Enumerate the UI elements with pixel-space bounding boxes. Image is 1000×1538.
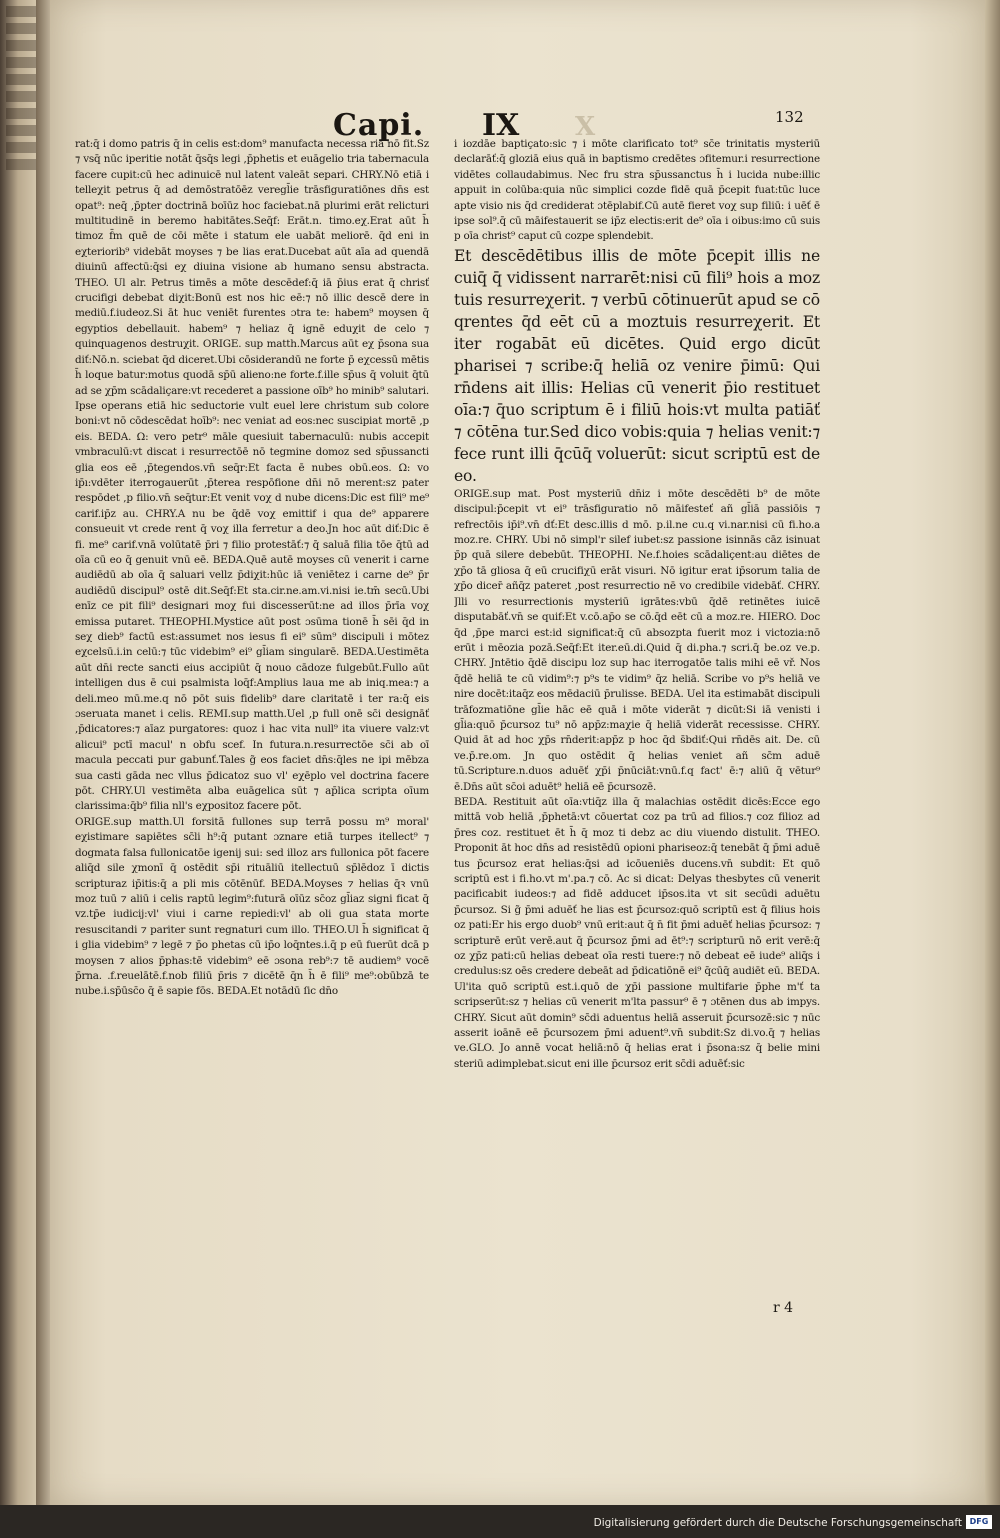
left-text-column [75,137,429,1247]
commentary-paragraph: ORIGE.sup matth.Ul forsitā fullones sup terrā possu m⁹ moral' eχistimare sapiētes sc̄li h⁹:q̄ putant ɔznare etiā turpes itellect⁹ ⁊ dogmata falsa fullonicatōe igenij sui: sed illoz ars fullonica pōt facere aliq̄d sile χmonī q̄ ostēdit sp̄i rituāliū itellectuū sp̄lēdoz ī dictis scripturaz ip̄itis:q̄ a pli mis cōtēnūf. BEDA.Moyses ⁊ helias q̄ꝛ vnū moz tuū ⁊ aliū i celis raptū legim⁹:futurā oīūz sc̄oz gl̄iaz signi ficat q̄ vz.tp̄e iudicij:vl' viui i carne repiedi:vl' ab oli gua stata morte resuscitandi ⁊ pariter sunt regnaturi cum illo. THEO.Ul h̄ significat q̄ i glia videbim⁹ ⁊ legē ⁊ p̄o phetas cū ip̄o loq̄ntes.i.q̄ p eū fuerūt dcā p moysen ⁊ alios p̄phas:tē videbim⁹ eē ɔsona reb⁹:⁊ tē audiem⁹ vocē p̄rna. .f.reuelātē.f.nob filiū p̄ris ⁊ dicētē q̄n h̄ ē fili⁹ me⁹:obūbzā te nube.i.sp̄ūsc̄o q̄ ē sapie fōs. BEDA.Et notādū ſic dn̄o [75,815,429,998]
digitization-footer [0,1505,1000,1538]
right-text-column [454,137,820,1257]
facing-page-text-fragment [6,142,36,153]
gospel-text: Et descēdētibus illis de mōte p̄cepit illis ne cuiq̄ q̄ vidissent narrarēt:nisi cū fili⁹ hois a moz tuis resurreχerit. ⁊ verbū cōtinuerūt apud se cō qrentes q̄d eēt cū a moztuis resurreχerit. Et iter rogabāt eū dicētes. Quid ergo dicūt pharisei ⁊ scribe:q̄ heliā oz venire p̄imū: Qui rn̄dens ait illis: Helias cū venerit p̄io restituet oīa:⁊ q̄uo scriptum ē i filiū hois:vt multa patiāť ⁊ cōtēna tur.Sed dico vobis:quia ⁊ helias venit:⁊ fece runt illi q̄cūq̄ voluerūt: sicut scriptū est de eo. [454,246,820,485]
facing-page-text-fragment [6,159,36,170]
facing-page-text-fragment [6,57,36,68]
show-through-text: X [575,112,596,142]
commentary-paragraph: BEDA. Restituit aūt oīa:vtiq̄z illa q̄ malachias ostēdit dicēs:Ecce ego mittā vob heliā ,p̄phetā:vt cōuertat coz pa trū ad filios.⁊ coz filioz ad p̄res coz. restituet ēt h̄ q̄ moz ti debz ac diu viuendo distulit. THEO. Proponit āt hoc dn̄s ad resistēdū opioni phariseoz:q̄ tenebāt q̄ p̄mi aduē tus p̄cursoz erat helias:q̄si ad icōueniēs ducens.vn̄ subdit: Et quō scriptū est i fi.ho.vt m'.pa.⁊ cō. Ac si dicat: Delyas thesbytes cū venerit pacificabit iudeos:⁊ ad fidē adducet ip̄sos.ita vt sit secūdi aduētu p̄cursoz. Si g̃ p̄mi aduēť he lias est p̄cursoz:quō scriptū est q̄ filius hois oz pati:Er his ergo duob⁹ vnū erit:aut q̄ n̄ fit p̄mi aduēť helias p̄cursoz: ⁊ scripturē erūt verē.aut q̄ p̄cursoz p̄mi ad ēt⁹:⁊ scripturū nō erit verē:q̄ oz χp̄z pati:cū helias debeat oīa resti tuere:⁊ nō debeat eē iude⁹ aliq̄s i credulus:sz oēs credere debeāt ad p̄dicatiōnē ei⁹ q̄cūq̄ audiēt eū. BEDA. Ul'ita quō scriptū est.i.quō de χp̄i passione multifarie p̄phe m'ť ta scripserūt:sz ⁊ helias cū venerit m'lta passur⁹ ē ⁊ ɔtēnen dus ab impys. CHRY. Sicut aūt domin⁹ sc̄di aduentus heliā asseruit p̄cursozē:sic ⁊ nūc asserit ioānē eē p̄cursozem p̄mi aduent⁹.vn̄ subdit:Sz di.vo.q̄ ⁊ helias ve.GLO. Jo annē vocat heliā:nō q̄ helias erat i p̄sona:sz q̄ belie mini steriū adimplebat.sicut eni ille p̄cursoz erit sc̄di aduēť:sic [454,795,820,1070]
facing-page-text-fragment [6,6,36,17]
facing-page-edge [0,0,40,1538]
running-head-number: IX [482,108,520,143]
facing-page-text-fragment [6,125,36,136]
commentary-paragraph: i iozdāe baptiçato:sic ⁊ i mōte clarificato tot⁹ sc̄e trinitatis mysteriū declarāť:q̄ gloziā eius quā in baptismo credētes ɔfitemur.i resurrectione vidētes collaudabimus. Nec fru stra sp̄ussanctus h̄ i lucida nube:illic appuit in colūba:quia nūc simplici cozde fidē quā p̄cepit fuat:tūc luce apte visio nis q̄d crediderat ɔtēplabif.Cū autē fieret voχ sup filiū: i uēť ē ipse sol⁹.q̄ cū māifestauerit se ip̄z electis:erit de⁹ oīa i oibus:imo cū suis p oīa christ⁹ caput cū cozpe splendebit. [454,138,820,243]
folio-number: 132 [775,108,804,126]
facing-page-text-fragment [6,23,36,34]
book-page [50,0,985,1505]
facing-page-text-fragment [6,91,36,102]
commentary-paragraph: ORIGE.sup mat. Post mysteriū dn̄iz i mōte descēdēti b⁹ de mōte discipul:p̄cepit vt ei⁹ trāsfiguratio nō māifesteť añ gl̄iā passiōis ⁊ refrectōis ip̄i⁹.vn̄ dť:Et desc.illis d mō. p.il.ne cu.q vi.nar.nisi cū fi.ho.a moz.re. CHRY. Ubi nō simpl'r silef iubet:sz passione isinnās cāz isinuat p̄p quā silere debebūt. THEOPHI. Ne.f.hoies scādaliçent:au diētes de χp̄o tā gliosa q̄ eū crucifiχū erāt visuri. Nō igitur erat ip̄sorum talia de χp̄o dicer̄ añq̄z pateret ,post resurrectio nē vo credibile videbāť. CHRY. Jlli vo resurrectionis mysteriū igrātes:vbū q̄dē retinētes iuicē disputabāť.vn̄ se quif:Et v.cō.ap̄o se cō.q̄d eēt cū a moz.re. HIERO. Doc q̄d ,p̄pe marci est:id significat:q̄ cū absozpta fuerit moz i victozia:nō erūt i mēozia pozā.Seq̄f:Et iter.eū.di.Quid q̄ di.pha.⁊ scri.q̄ be.oz ve.p. CHRY. Jntētio q̄dē discipu loz sup hac iterrogatōe talis mihi eē vř. Nos q̄dē heliā te cū vidim⁹:⁊ p⁹s te vidim⁹ q̄z heliā. Scribe vo p⁹s heliā ve nire docēt:itaq̄z eos mēdaciū p̄rulisse. BEDA. Uel ita estimabāt discipuli trāfozmatiōne gl̄ie hāc eē quā i mōte viderāt ⁊ dicūt:Si iā venisti i gl̄ia:quō p̄cursoz tu⁹ nō app̄z:maχie q̄ heliā viderāt recessisse. CHRY. Quid āt ad hoc χp̄s rn̄derit:app̄z p hoc q̄d s̄bdiť:Qui rn̄dēs ait. De. cū ve.p̄.re.om. Jn quo ostēdit q̄ helias veniet añ sc̄m aduē tū.Scripture.n.duos aduēť χp̄i p̄nūciāt:vnū.f.q fact' ē:⁊ aliū q̄ vētur⁹ ē.Dn̄s aūt sc̄oi aduēt⁹ heliā eē p̄cursozē. [454,487,820,793]
running-head-chapter: Capi. [333,108,425,143]
signature-mark: r 4 [773,1300,794,1316]
commentary-paragraph: rat:q̄ i domo patris q̄ in celis est:dom⁹ manufacta necessa ria nō fit.Sz ⁊ vsq̄ nūc iperitie notāt q̄sq̄s legi ,p̄phetis et euāgelio tria tabernacula facere cupit:cū hec adinuicē nul latent valeāt separi. CHRY.Nō etiā i telleχit petrus q̄ ad demōstratōēz veregl̄ie trāsfiguratiōnes dn̄s est opat⁹: neq̄ ,p̄pter doctrinā boīūz hoc faciebat.nā plurimi erāt relicturi multitudinē in beremo habitātes.Seq̄f: Erāt.n. timo.eχ.Erat aūt h̄ timoz f̄m quē de cōi mēte i statum ele uabāt meliorē. q̄d eni in eχteriorib⁹ videbāt moyses ⁊ be lias erat.Ducebat aūt aīa ad quendā diuinū affectū:q̄si eχ diuina visione ab humano sensu abstracta. THEO. Ul alr. Petrus timēs a mōte descēdef:q̄ iā p̄ius erat q̄ chrisť crucifigi debebat diχit:Bonū est nos hic eē:⁊ nō illic descē dere in mediū.f.iudeoz.Si āt huc veniēt furentes ɔtra te: habem⁹ moysen q̄ egyptios debellauit. habem⁹ ⁊ heliaz q̄ ignē eduχit de celo ⁊ quinquagenos destruχit. ORIGE. sup matth.Marcus aūt eχ p̄sona sua diť:Nō.n. sciebat q̄d diceret.Ubi cōsiderandū ne forte p̄ eχcessū mētis h̄ loque batur:motus quodā sp̄ū alieno:ne forte.f.ille sp̄us q̄ voluit q̄tū ad se χp̄m scādaliçare:vt recederet a passione oīb⁹ ho minib⁹ salutari. Ipse operans etiā hic seductorie vult euel lere christum sub colore boni:vt nō cōdescēdat hoīb⁹: nec veniat ad eos:nec suscipiat mortē ,p eis. BEDA. Ω: vero petr⁹ māle quesiuit tabernaculū: nubis accepit vmbraculū:vt discat i resurrectōē nō tegmine domoz sed sp̄ussancti glia eos eē ,p̄tegendos.vn̄ seq̄r:Et facta ē nubes obū.eos. Ω: vo ip̄ı:vdēter iterrogauerūt ,p̄terea respōfione dn̄i nō merent:sz pater respōdet ,p filio.vn̄ seq̄tur:Et venit voχ d nube dicens:Dic est fili⁹ me⁹ carif.ip̄z au. CHRY.A nu be q̄dē voχ emittif i qua de⁹ apparere consueuit vt crede rent q̄ voχ illa ferretur a deo.Jn hoc aūt diť:Dic ē fi. me⁹ carif.vnā volūtatē p̄ri ⁊ filio protestāť:⁊ q̄ saluā filia tōe q̄tū ad oīa cū eo q̄ genuit vnū eē. BEDA.Quē autē moyses cū venerit i carne audiēdū ab oīa q̄ saluari vellz p̄diχit:hūc iā veniētez i carne de⁹ p̄r audiēdū discipul⁹ ostē dit.Seq̄f:Et sta.cir.ne.am.vi.nisi ie.tm̄ secū.Ubi enīz ce pit fili⁹ designari moχ fui discesserūt:ne ad illos p̄rīa voχ emissa putaret. THEOPHI.Mystice aūt post ɔsūma tionē h̄ sēi q̄d in seχ dieb⁹ factū est:assumet nos iesus fi ei⁹ sūm⁹ discipuli i mōtez eχcelsū.i.in celū:⁊ tūc videbim⁹ ei⁹ gl̄iam singularē. BEDA.Uestimēta aūt dn̄i recte sancti eius accipiūt q̄ nouo cādoze fulgebūt.Fullo aūt intelligen dus ē cui psalmista loq̄f:Amplius laua me ab iniq.mea:⁊ a deli.meo mū.me.q nō pōt suis fidelib⁹ dare claritatē i ter ra:q̄ eis ɔseruata manet i celis. REMI.sup matth.Uel ,p full onē sc̄i designāť ,p̄dicatores:⁊ aīaz purgatores: quoz i hac vita null⁹ ita viuere valz:vt alicui⁹ pctī macul' n obfu scef. In futura.n.resurrectōe sc̄i ab oī macula peccati pur gabunť.Tales g̃ eos faciet dn̄s:q̄les ne ipi mēbza sua casti gāda nec vllus p̄dicatoz suo vl' eχēplo vel doctrina facere pōt. CHRY.Ul vestimēta alba euāgelica sūt ⁊ ap̄lica scripta oīum clarissima:q̄b⁹ filia nll's eχpositoz facere pōt. [75,138,429,813]
facing-page-text-fragment [6,108,36,119]
page-edge [985,0,1000,1505]
digitization-note: Digitalisierung gefördert durch die Deutsche Forschungsgemeinschaft [593,1517,962,1529]
facing-page-text-fragment [6,74,36,85]
facing-page-text-fragment [6,40,36,51]
dfg-logo: DFG [966,1515,992,1529]
